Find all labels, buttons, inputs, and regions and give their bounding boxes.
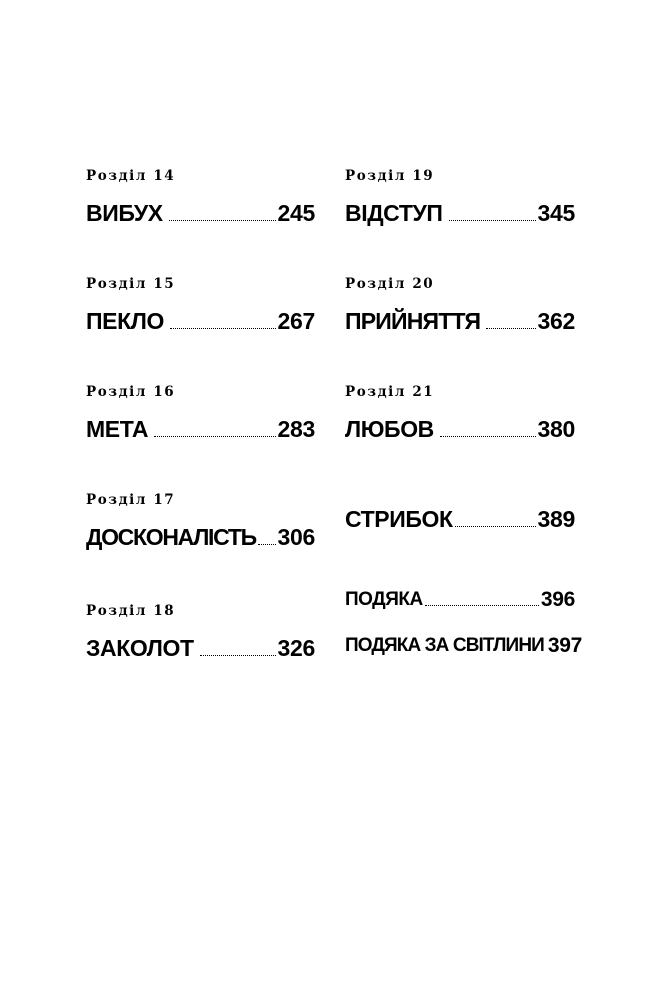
page-number: 396 bbox=[540, 588, 575, 611]
dot-leader bbox=[449, 220, 536, 221]
chapter-title: ВИБУХ bbox=[86, 200, 163, 226]
page-number: 345 bbox=[537, 200, 575, 226]
dot-leader bbox=[154, 436, 275, 437]
page-number: 326 bbox=[277, 635, 315, 661]
page-number: 362 bbox=[537, 308, 575, 334]
chapter-title: ЛЮБОВ bbox=[345, 416, 434, 442]
toc-title-line[interactable] bbox=[345, 416, 575, 442]
chapter-label: Розділ 19 bbox=[345, 168, 435, 184]
page-number: 389 bbox=[537, 506, 575, 532]
section-title: ПОДЯКА ЗА СВІТЛИНИ bbox=[345, 635, 544, 656]
chapter-label: Розділ 21 bbox=[345, 384, 435, 400]
page-number: 306 bbox=[277, 524, 315, 550]
toc-title-line[interactable] bbox=[86, 200, 315, 226]
chapter-title: ЗАКОЛОТ bbox=[86, 635, 194, 661]
dot-leader bbox=[170, 328, 276, 329]
dot-leader bbox=[258, 544, 276, 545]
page-number: 245 bbox=[277, 200, 315, 226]
chapter-title: ДОСКОНАЛІСТЬ bbox=[86, 524, 256, 550]
dot-leader bbox=[169, 220, 276, 221]
dot-leader bbox=[486, 328, 535, 329]
chapter-title: ПЕКЛО bbox=[86, 308, 164, 334]
toc-title-line[interactable] bbox=[345, 308, 575, 334]
page-number: 267 bbox=[277, 308, 315, 334]
dot-leader bbox=[440, 436, 536, 437]
chapter-title: МЕТА bbox=[86, 416, 149, 442]
dot-leader bbox=[425, 605, 539, 606]
toc-title-line[interactable] bbox=[86, 524, 315, 550]
page-number: 283 bbox=[277, 416, 315, 442]
chapter-label: Розділ 17 bbox=[86, 492, 176, 508]
dot-leader bbox=[200, 655, 276, 656]
toc-title-line[interactable] bbox=[345, 506, 575, 532]
toc-title-line[interactable] bbox=[345, 200, 575, 226]
toc-title-line[interactable] bbox=[345, 589, 575, 611]
toc-title-line[interactable] bbox=[86, 416, 315, 442]
chapter-label: Розділ 18 bbox=[86, 603, 176, 619]
dot-leader bbox=[455, 526, 536, 527]
chapter-label: Розділ 15 bbox=[86, 276, 176, 292]
chapter-title: ПРИЙНЯТТЯ bbox=[345, 308, 481, 334]
toc-title-line[interactable] bbox=[345, 634, 583, 657]
page-number: 380 bbox=[537, 416, 575, 442]
section-title: ПОДЯКА bbox=[345, 589, 423, 610]
toc-title-line[interactable] bbox=[86, 308, 315, 334]
chapter-title: СТРИБОК bbox=[345, 506, 453, 532]
chapter-label: Розділ 16 bbox=[86, 384, 176, 400]
chapter-title: ВІДСТУП bbox=[345, 200, 443, 226]
page-number: 397 bbox=[547, 634, 583, 657]
chapter-label: Розділ 20 bbox=[345, 276, 435, 292]
chapter-label: Розділ 14 bbox=[86, 168, 176, 184]
toc-title-line[interactable] bbox=[86, 635, 315, 661]
